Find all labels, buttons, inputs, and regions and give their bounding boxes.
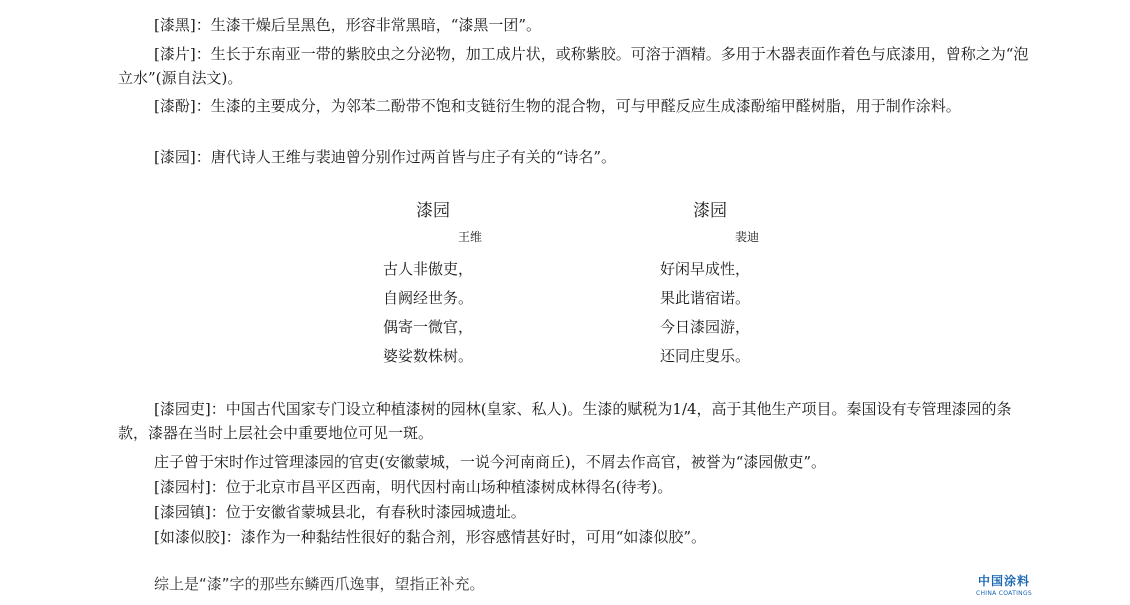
poem-line: 古人非傲吏， xyxy=(383,260,474,278)
poem-title: 漆园 xyxy=(693,201,727,221)
entry-qiyuan: [漆园]：唐代诗人王维与裴迪曾分别作过两首皆与庄子有关的“诗名”。 xyxy=(154,148,617,166)
logo-english-text: CHINA COATINGS xyxy=(976,590,1032,597)
poem-line: 果此谐宿诺。 xyxy=(660,289,751,307)
entry-zhuangzi: 庄子曾于宋时作过管理漆园的官吏(安徽蒙城，一说今河南商丘)，不屑去作高官，被誉为“漆园傲吏”。 xyxy=(154,453,827,471)
entry-qipian: [漆片]：生长于东南亚一带的紫胶虫之分泌物，加工成片状，或称紫胶。可溶于酒精。多用于木器表面作着色与底漆用，曾称之为“泡立水”(源自法文)。 xyxy=(118,45,1029,87)
poem-line: 婆娑数株树。 xyxy=(383,347,474,365)
poem-line: 偶寄一微官， xyxy=(383,318,474,336)
poem-line: 还同庄叟乐。 xyxy=(660,347,751,365)
poem-author: 王维 xyxy=(458,230,483,244)
entry-ruqisijiao: [如漆似胶]：漆作为一种黏结性很好的黏合剂，形容感情甚好时，可用“如漆似胶”。 xyxy=(154,528,707,546)
entry-qiyuancun: [漆园村]：位于北京市昌平区西南，明代因村南山场种植漆树成林得名(待考)。 xyxy=(154,478,673,496)
entry-qiyuanzhen: [漆园镇]：位于安徽省蒙城县北，有春秋时漆园城遗址。 xyxy=(154,503,526,521)
china-coatings-logo xyxy=(976,572,1032,597)
poem-line: 自阙经世务。 xyxy=(383,289,474,307)
entry-qihei: [漆黑]：生漆干燥后呈黑色，形容非常黑暗，“漆黑一团”。 xyxy=(154,16,542,34)
poem-line: 今日漆园游， xyxy=(660,318,751,336)
entry-qiyuanli: [漆园吏]：中国古代国家专门设立种植漆树的园林(皇家、私人)。生漆的赋税为1/4，高于其他生产项目。秦国设有专管理漆园的条款，漆器在当时上层社会中重要地位可见一斑。 xyxy=(118,400,1012,442)
logo-chinese-text: 中国涂料 xyxy=(977,574,1030,588)
poem-title: 漆园 xyxy=(416,201,450,221)
summary-text: 综上是“漆”字的那些东鳞西爪逸事，望指正补充。 xyxy=(154,575,485,593)
entry-qifen: [漆酚]：生漆的主要成分，为邻苯二酚带不饱和支链衍生物的混合物，可与甲醛反应生成漆酚缩甲醛树脂，用于制作涂料。 xyxy=(154,97,961,115)
poem-author: 裴迪 xyxy=(735,230,760,244)
poem-line: 好闲早成性， xyxy=(660,260,751,278)
